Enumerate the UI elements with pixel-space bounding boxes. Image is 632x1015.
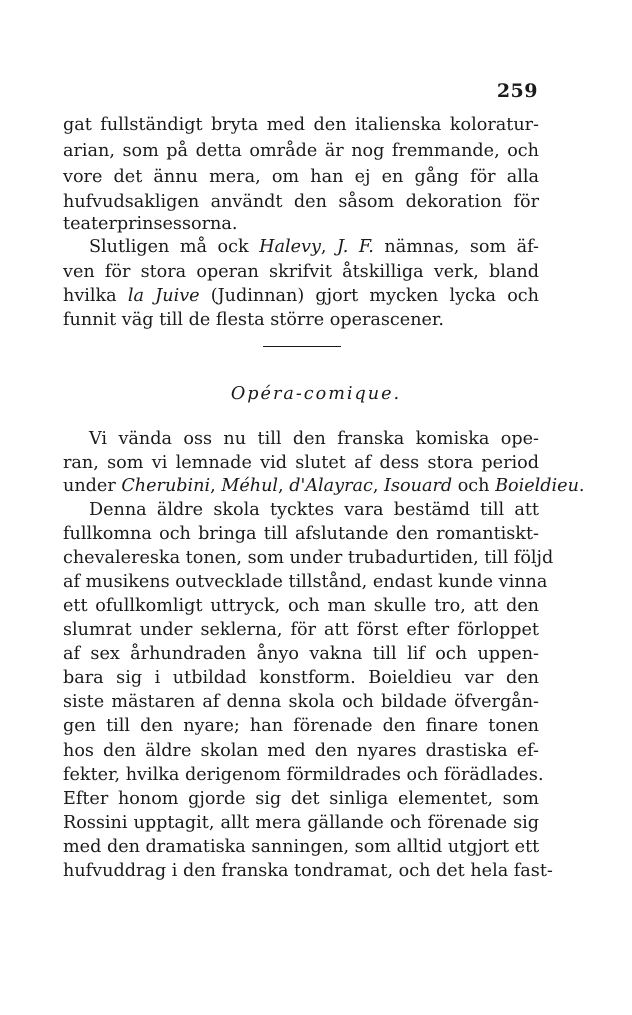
text-line: arian, som på detta område är nog fremmande, och (63, 141, 539, 161)
text-line: ett ofullkomligt uttryck, och man skulle tro, att den (63, 596, 539, 616)
text-line: vore det ännu mera, om han ej en gång för alla (63, 167, 539, 187)
section-divider (263, 346, 341, 347)
text-line: funnit väg till de flesta större operascener. (63, 310, 445, 330)
text-line: hos den äldre skolan med den nyares drastiska ef- (63, 741, 539, 761)
text-line: gen till den nyare; han förenade den finare tonen (63, 716, 539, 736)
text-line: siste mästaren af denna skola och bildade öfvergån- (63, 692, 539, 712)
text-line: fekter, hvilka derigenom förmildrades och förädlades. (63, 765, 544, 785)
text-span: Slutligen må ock (89, 237, 260, 257)
text-span: , (320, 237, 338, 257)
text-span: hvilka (63, 286, 128, 306)
text-line: Vi vända oss nu till den franska komiska ope- (89, 429, 539, 449)
text-line (63, 473, 585, 499)
text-span: , (278, 476, 290, 496)
text-span: , (210, 476, 222, 496)
text-line: hufvuddrag i den franska tondramat, och det hela fast- (63, 861, 553, 881)
text-span: under (63, 476, 122, 496)
text-line: slumrat under seklerna, för att först efter förloppet (63, 620, 539, 640)
text-line: af sex århundraden ånyo vakna till lif och uppen- (63, 644, 539, 664)
composer-name: Halevy (259, 237, 321, 257)
text-span: , (372, 476, 385, 496)
text-line: chevalereska tonen, som under trubadurtiden, till följd (63, 548, 554, 568)
text-line: Efter honom gjorde sig det sinliga elementet, som (63, 789, 539, 809)
page-number: 259 (496, 80, 538, 102)
composer-name: Méhul (221, 476, 279, 496)
text-span: nämnas, som äf- (373, 237, 539, 257)
text-line: ran, som vi lemnade vid slutet af dess stora period (63, 453, 539, 473)
composer-name: Boieldieu (495, 476, 579, 496)
text-line: bara sig i utbildad konstform. Boieldieu var den (63, 668, 539, 688)
composer-name: d'Alayrac (289, 476, 373, 496)
composer-name: Cherubini (121, 476, 211, 496)
text-line: Rossini upptagit, allt mera gällande och förenade sig (63, 813, 539, 833)
text-span: (Judinnan) gjort mycken lycka och (199, 286, 539, 306)
composer-initials: J. F. (337, 237, 374, 257)
text-line: gat fullständigt bryta med den italienska koloratur- (63, 115, 539, 135)
text-line (63, 234, 539, 260)
section-title: Opéra-comique. (230, 384, 402, 404)
text-span: . (578, 476, 585, 496)
text-line: Denna äldre skola tycktes vara bestämd till att (89, 500, 539, 520)
text-line: hufvudsakligen användt den såsom dekoration för (63, 192, 539, 212)
text-line (63, 283, 539, 309)
text-line: med den dramatiska sanningen, som alltid utgjort ett (63, 837, 540, 857)
text-line: ven för stora operan skrifvit åtskilliga verk, bland (63, 262, 539, 282)
text-span: och (452, 476, 496, 496)
text-line: fullkomna och bringa till afslutande den romantiskt- (63, 524, 539, 544)
composer-name: Isouard (384, 476, 453, 496)
text-line: af musikens outvecklade tillstånd, endast kunde vinna (63, 572, 548, 592)
opera-title: la Juive (127, 286, 200, 306)
text-line: teaterprinsessorna. (63, 214, 238, 234)
